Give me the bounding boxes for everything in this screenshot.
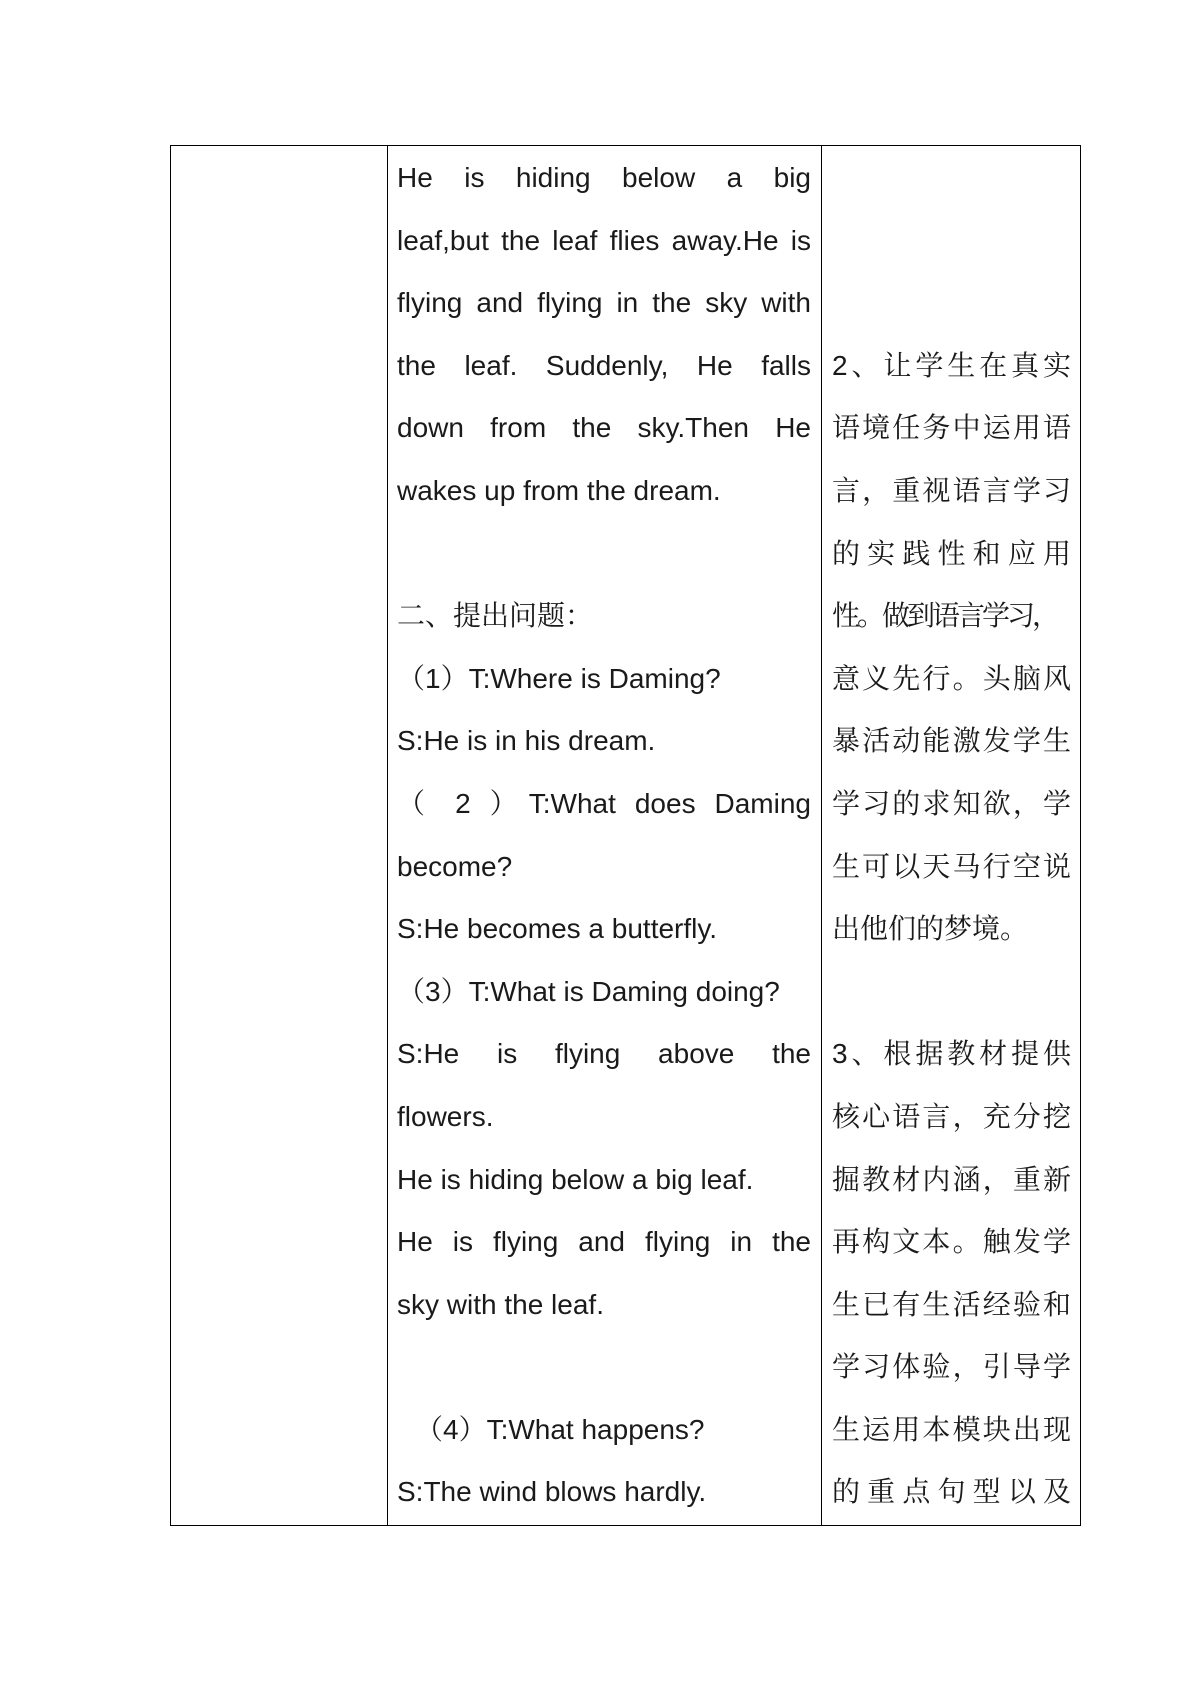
activity-line: He is flying and flying in the: [397, 1226, 811, 1258]
purpose-line: [832, 961, 1071, 1024]
purpose-line: 生可以天马行空说: [832, 850, 1071, 882]
activity-line: sky with the leaf.: [397, 1288, 604, 1320]
purpose-line: 出他们的梦境。: [832, 913, 1029, 945]
purpose-line: 再构文本。触发学: [832, 1226, 1071, 1258]
activity-line: S:The wind blows hardly.: [397, 1476, 707, 1508]
section-heading: 二、提出问题：: [397, 600, 594, 632]
activity-line: wakes up from the dream.: [397, 474, 721, 506]
purpose-line: 3、根据教材提供: [832, 1038, 1071, 1070]
column-divider: [821, 145, 822, 1526]
purpose-line: [832, 272, 1071, 335]
activity-line: flowers.: [397, 1100, 494, 1132]
activity-line: S:He is flying above the: [397, 1038, 811, 1070]
activity-line: [397, 1336, 811, 1399]
purpose-line: 核心语言，充分挖: [832, 1100, 1071, 1132]
purpose-line: 生已有生活经验和: [832, 1288, 1071, 1320]
activity-line: He is hiding below a big: [397, 162, 811, 193]
table-cell-stage: [171, 147, 387, 1525]
table-cell-activity: [397, 147, 811, 1524]
purpose-line: [832, 147, 1071, 210]
purpose-line: 2、让学生在真实: [832, 349, 1071, 381]
purpose-line: 学习的求知欲，学: [832, 787, 1071, 819]
activity-line: （3）T:What is Daming doing?: [397, 975, 780, 1007]
purpose-line: 的重点句型以及: [832, 1476, 1071, 1508]
activity-line: （ 2 ）T:What does Daming: [397, 787, 811, 819]
activity-line: leaf,but the leaf flies away.He is: [397, 224, 811, 256]
column-divider: [387, 145, 388, 1526]
purpose-line: 意义先行。头脑风: [832, 662, 1071, 694]
activity-line: become?: [397, 850, 513, 882]
purpose-line: 性。做到语言学习，: [832, 600, 1058, 632]
table-cell-purpose: [832, 147, 1071, 1524]
activity-line: [397, 523, 811, 586]
purpose-line: 学习体验，引导学: [832, 1351, 1071, 1383]
purpose-line: 语境任务中运用语: [832, 412, 1071, 444]
purpose-line: 的实践性和应用: [832, 537, 1071, 569]
activity-line: He is hiding below a big leaf.: [397, 1163, 754, 1195]
activity-line: （4）T:What happens?: [415, 1413, 705, 1445]
activity-line: S:He becomes a butterfly.: [397, 913, 718, 945]
purpose-line: 生运用本模块出现: [832, 1413, 1071, 1445]
purpose-line: [832, 210, 1071, 273]
activity-line: flying and flying in the sky with: [397, 287, 811, 319]
purpose-line: 言，重视语言学习: [832, 474, 1071, 506]
purpose-line: 掘教材内涵，重新: [832, 1163, 1071, 1195]
purpose-line: 暴活动能激发学生: [832, 725, 1071, 757]
activity-line: S:He is in his dream.: [397, 725, 656, 757]
activity-line: down from the sky.Then He: [397, 412, 811, 444]
activity-line: the leaf. Suddenly, He falls: [397, 349, 811, 381]
activity-line: （1）T:Where is Daming?: [397, 662, 721, 694]
